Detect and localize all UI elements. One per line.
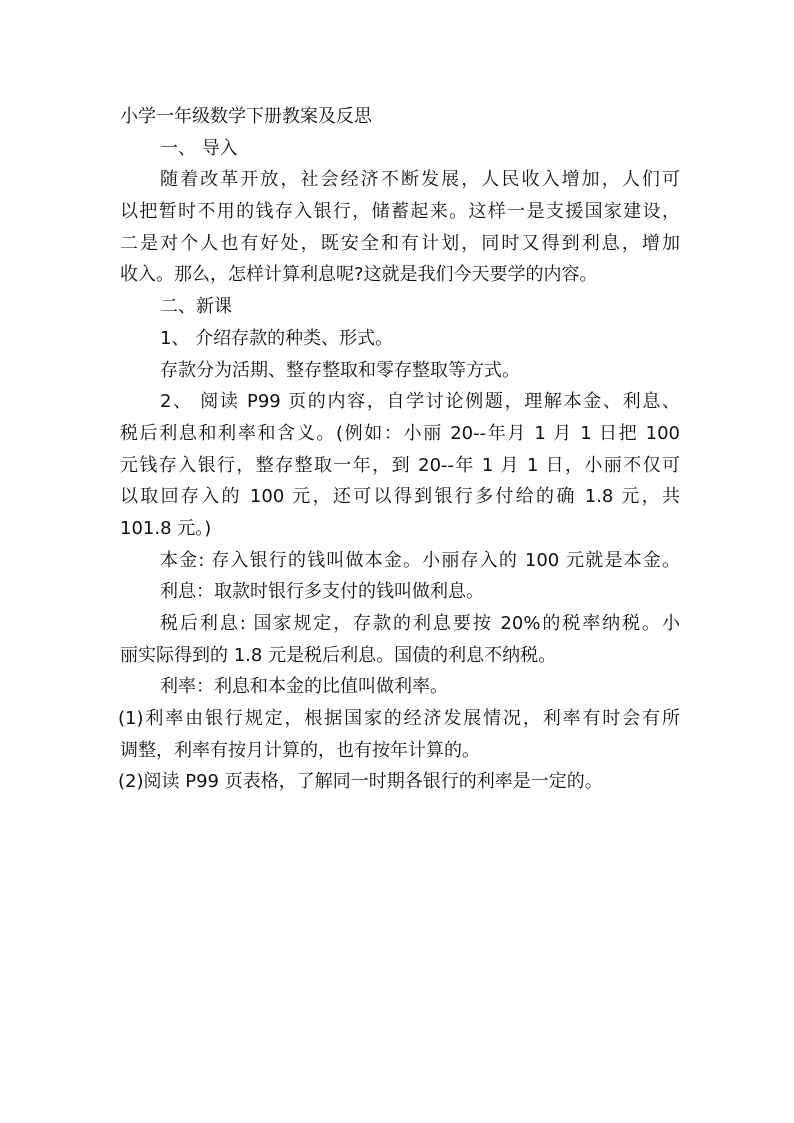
definition-principal: 本金: 存入银行的钱叫做本金。小丽存入的 100 元就是本金。: [160, 549, 680, 571]
paragraph-line: 调整，利率有按月计算的，也有按年计算的。: [120, 739, 480, 761]
paragraph-line: 收入。那么，怎样计算利息呢?这就是我们今天要学的内容。: [120, 264, 598, 286]
paragraph-line: 丽实际得到的 1.8 元是税后利息。国债的利息不纳税。: [120, 644, 557, 666]
section-heading-new-lesson: 二、新课: [160, 296, 232, 318]
paragraph-line: 以取回存入的 100 元，还可以得到银行多付给的确 1.8 元，共: [120, 486, 680, 508]
paragraph-line: (2)阅读 P99 页表格，了解同一时期各银行的利率是一定的。: [118, 771, 603, 793]
paragraph-line: 元钱存入银行，整存整取一年，到 20--年 1 月 1 日，小丽不仅可: [120, 454, 680, 476]
list-item-heading: 1、 介绍存款的种类、形式。: [160, 327, 394, 349]
paragraph-line: 税后利息和利率和含义。(例如：小丽 20--年月 1 月 1 日把 100: [120, 422, 680, 444]
section-heading-intro: 一、 导入: [160, 137, 238, 159]
document-page: [120, 101, 680, 798]
document-title: 小学一年级数学下册教案及反思: [120, 106, 372, 127]
paragraph-line: 101.8 元。): [120, 517, 212, 539]
paragraph-line: 随着改革开放，社会经济不断发展，人民收入增加，人们可: [160, 169, 680, 191]
definition-after-tax-interest: 税后利息: 国家规定，存款的利息要按 20%的税率纳税。小: [160, 613, 680, 634]
definition-interest-rate: 利率：利息和本金的比值叫做利率。: [160, 676, 448, 698]
paragraph-line: (1)利率由银行规定，根据国家的经济发展情况，利率有时会有所: [118, 708, 680, 730]
paragraph-line: 二是对个人也有好处，既安全和有计划，同时又得到利息，增加: [120, 232, 680, 254]
definition-interest: 利息：取款时银行多支付的钱叫做利息。: [160, 581, 484, 603]
paragraph-line: 存款分为活期、整存整取和零存整取等方式。: [160, 359, 520, 381]
paragraph-line: 以把暂时不用的钱存入银行，储蓄起来。这样一是支援国家建设，: [120, 201, 680, 223]
list-item-heading: 2、 阅读 P99 页的内容，自学讨论例题，理解本金、利息、: [160, 391, 680, 413]
